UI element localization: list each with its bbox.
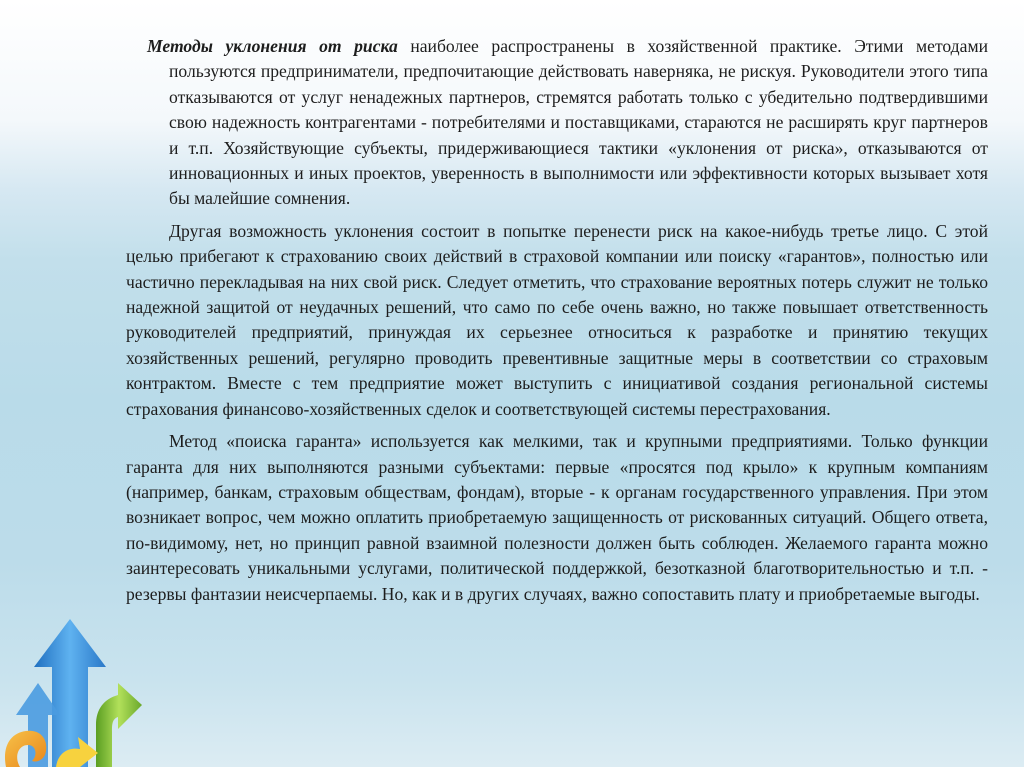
colorful-arrows-icon [0,597,150,767]
paragraph-risk-avoidance [126,34,988,212]
paragraph-lead: Методы уклонения от риска [147,36,398,56]
paragraph-text: Другая возможность уклонения состоит в попытке перенести риск на какое-нибудь третье лицо. С этой целью прибегают к страхованию своих действий в страховой компании или поиску «гарантов», полностью или частично перекладывая на них свой риск. Следует отметить, что страхование вероятных потерь служит не только надежной защитой от неудачных решений, что само по себе очень важно, но также повышает ответственность руководителей предприятий, принуждая их серьезнее относиться к разработке и принятию текущих хозяйственных решений, регулярно проводить превентивные защитные меры в соответствии со страховым контрактом. Вместе с тем предприятие может выступить с инициативой создания региональной системы страхования финансово-хозяйственных сделок и соответствующей системы перестрахования. [126,220,988,419]
paragraph-guarantor-method [126,429,988,607]
paragraph-text: наиболее распространены в хозяйственной практике. Этими методами пользуются предприниматели, предпочитающие действовать наверняка, не рискуя. Руководители этого типа отказываются от услуг ненадежных партнеров, стремятся работать только с убедительно подтвердившими свою надежность контрагентами - потребителями и поставщиками, стараются не расширять круг партнеров и т.п. Хозяйствующие субъекты, придерживающиеся тактики «уклонения от риска», отказываются от инновационных и иных проектов, уверенность в выполнимости или эффективности которых вызывает хотя бы малейшие сомнения. [169,36,988,209]
paragraph-text: Метод «поиска гаранта» используется как мелкими, так и крупными предприятиями. Только функции гаранта для них выполняются разными субъектами: первые «просятся под крыло» к крупным компаниям (например, банкам, страховым обществам, фондам), вторые - к органам государственного управления. При этом возникает вопрос, чем можно оплатить приобретаемую защищенность от рискованных ситуаций. Общего ответа, по-видимому, нет, но принцип равной взаимной полезности должен быть соблюден. Желаемого гаранта можно заинтересовать уникальными услугами, политической поддержкой, безотказной благотворительностью и т.п. - резервы фантазии неисчерпаемы. Но, как и в других случаях, важно сопоставить плату и приобретаемые выгоды. [126,431,988,604]
text-block [126,34,988,614]
paragraph-risk-transfer [126,219,988,422]
